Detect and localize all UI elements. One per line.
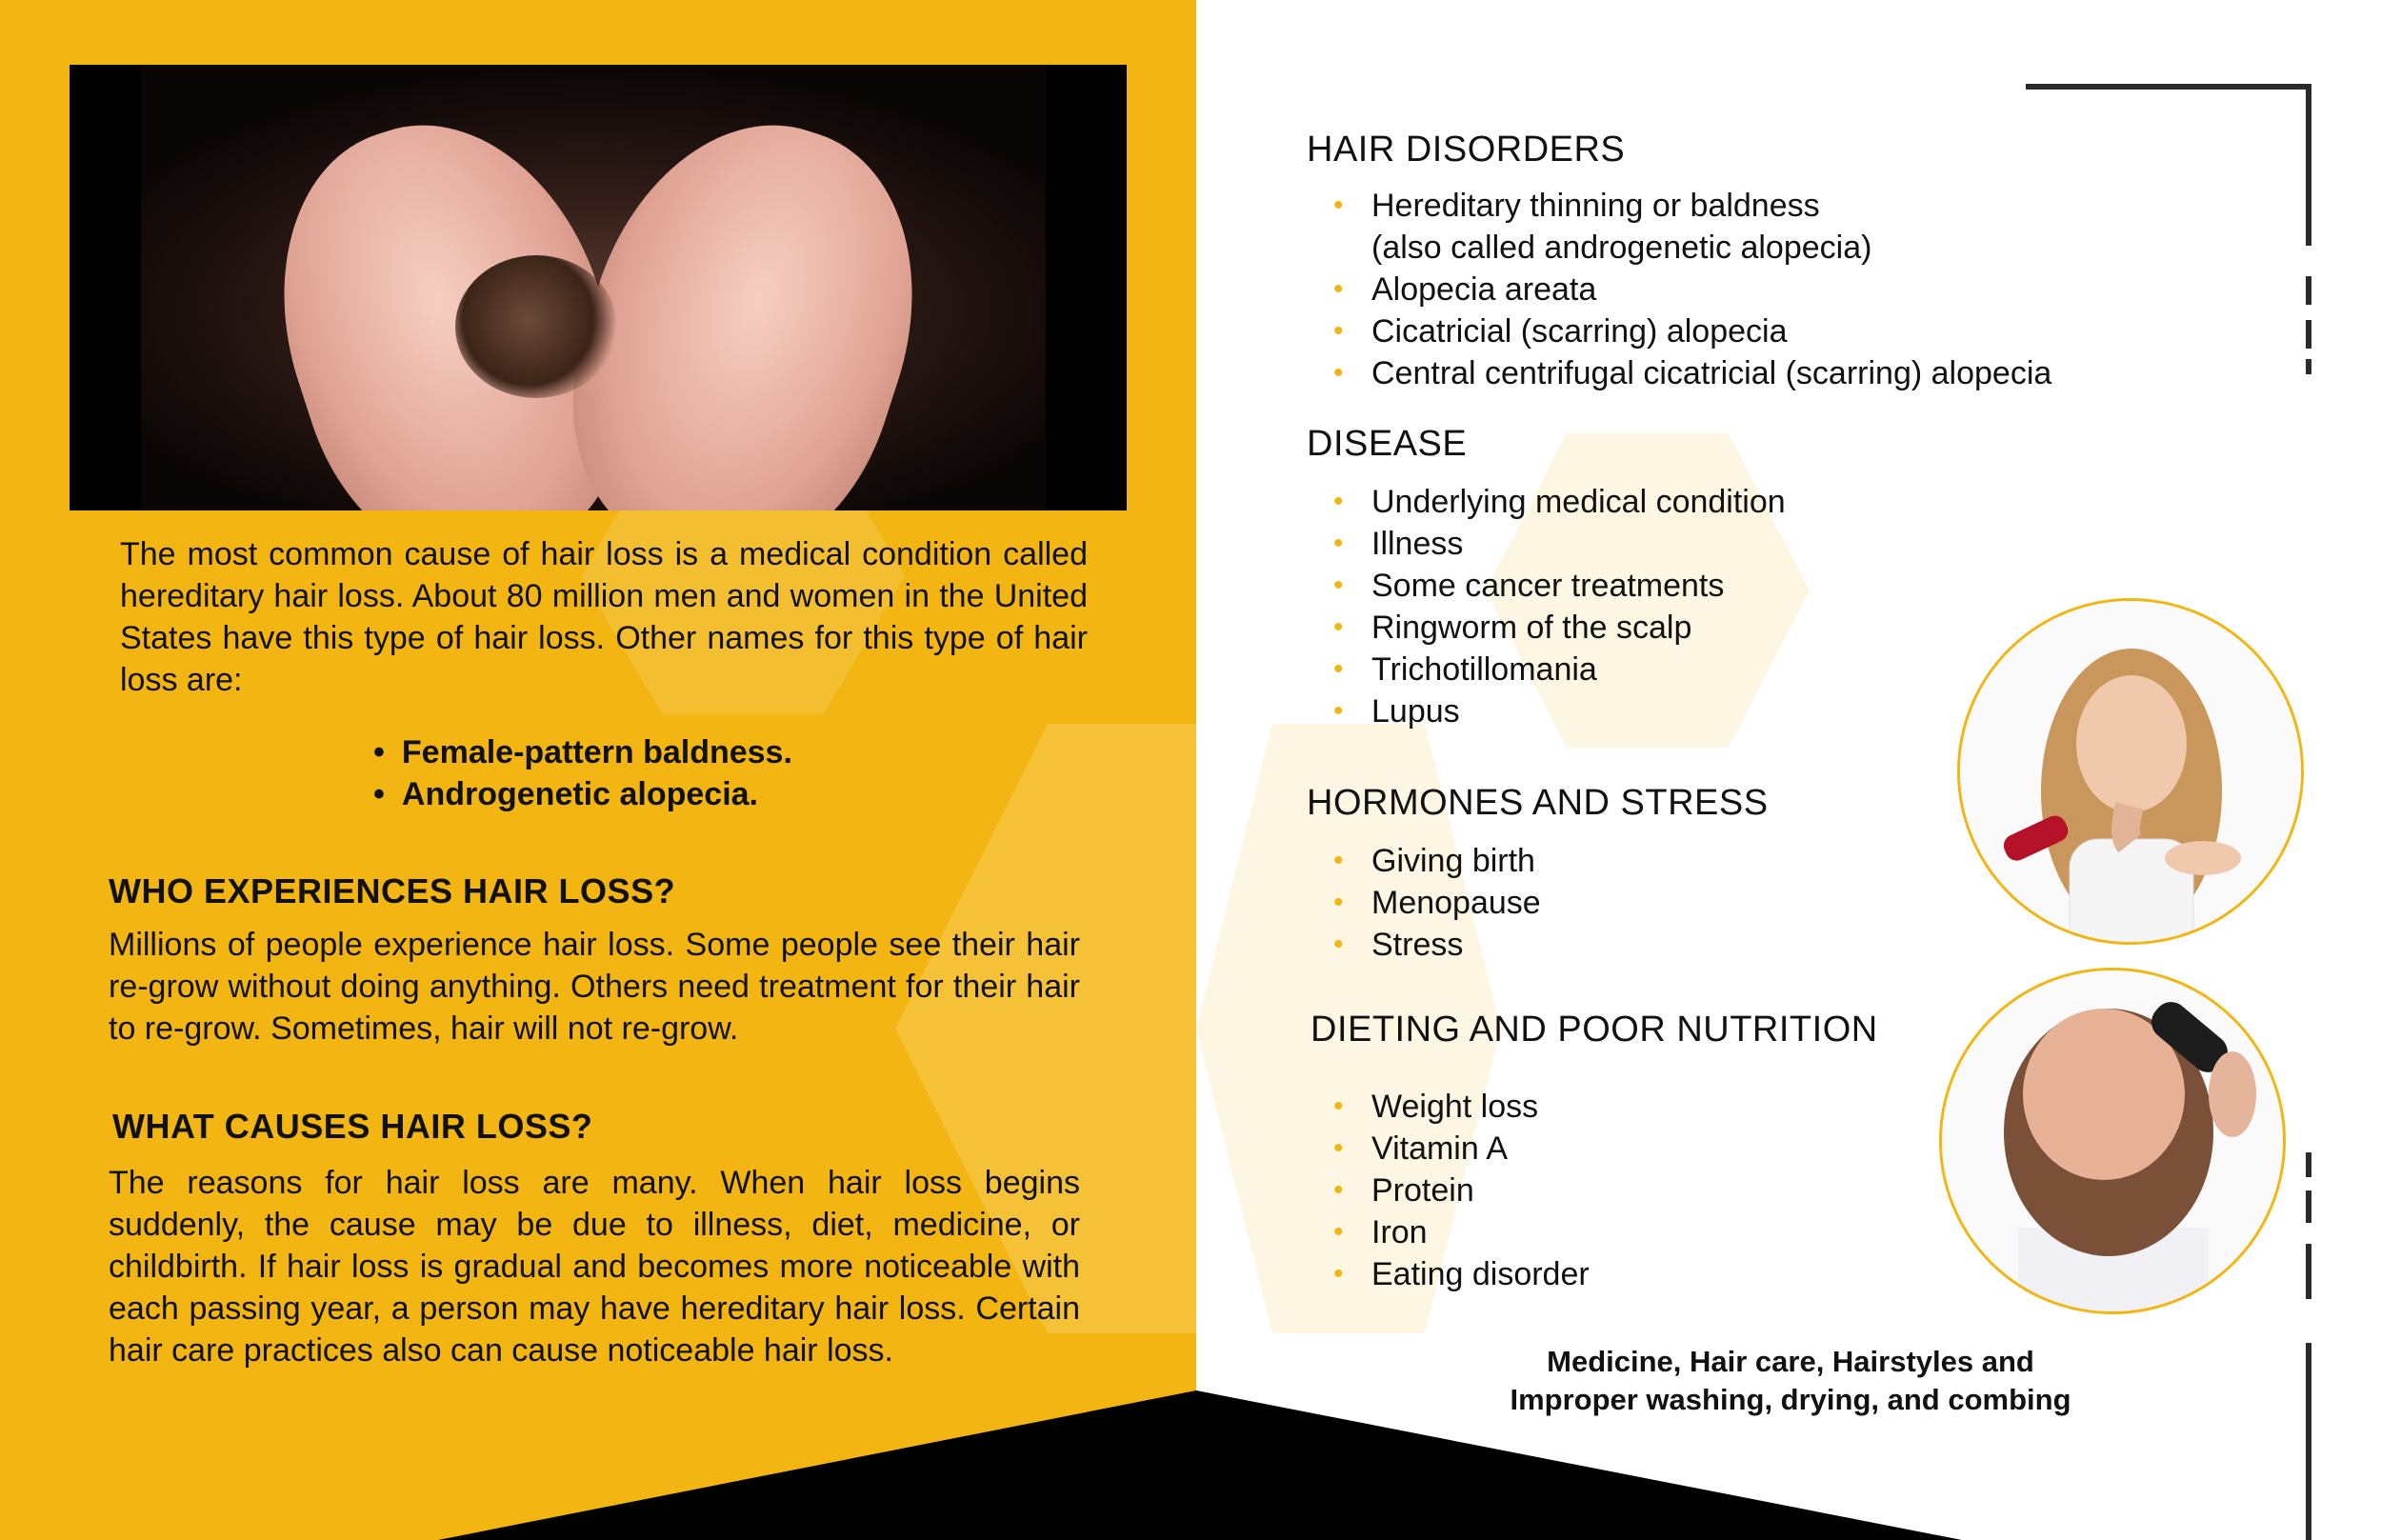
dash-mark bbox=[2306, 1152, 2311, 1177]
corner-bracket-side bbox=[2306, 84, 2311, 246]
dash-mark bbox=[2306, 359, 2311, 374]
caption-line: Medicine, Hair care, Hairstyles and bbox=[1547, 1345, 2034, 1378]
corner-bracket-top bbox=[2026, 84, 2311, 90]
hair-disorders-list bbox=[1333, 185, 2051, 394]
list-item: • Some cancer treatments bbox=[1333, 565, 1786, 607]
who-title: WHO EXPERIENCES HAIR LOSS? bbox=[109, 871, 676, 910]
list-item: • Alopecia areata bbox=[1333, 269, 2051, 310]
causes-paragraph: The reasons for hair loss are many. When hair loss begins suddenly, the cause may be due to illness, diet, medicine, or childbirth. If hair loss is gradual and becomes more noticeable with each passing year, a person may have hereditary hair loss. Certain hair care practices also can cause noticeable hair loss. bbox=[109, 1165, 1080, 1369]
disease-list bbox=[1333, 481, 1786, 732]
list-item: • Underlying medical condition bbox=[1333, 481, 1786, 523]
list-item: • Eating disorder bbox=[1333, 1253, 1590, 1295]
hormones-list bbox=[1333, 840, 1541, 966]
bald-man-photo bbox=[1939, 968, 2286, 1314]
list-item: • Menopause bbox=[1333, 882, 1541, 924]
list-item: • Stress bbox=[1333, 924, 1541, 966]
list-item: • Female-pattern baldness. bbox=[373, 731, 792, 773]
nutrition-title: DIETING AND POOR NUTRITION bbox=[1311, 1010, 1878, 1050]
disease-title: DISEASE bbox=[1307, 424, 1468, 464]
caption bbox=[1400, 1343, 2181, 1419]
dash-mark bbox=[2306, 1190, 2311, 1223]
list-item: • Cicatricial (scarring) alopecia bbox=[1333, 310, 2051, 352]
dash-mark bbox=[2306, 1244, 2311, 1299]
hair-disorders-title: HAIR DISORDERS bbox=[1307, 130, 1626, 170]
list-item: • Illness bbox=[1333, 523, 1786, 565]
list-item: • Lupus bbox=[1333, 690, 1786, 732]
hormones-title: HORMONES AND STRESS bbox=[1307, 783, 1769, 823]
woman-brush-photo bbox=[1957, 598, 2304, 945]
list-item: • Hereditary thinning or baldness bbox=[1333, 185, 2051, 227]
caption-line: Improper washing, drying, and combing bbox=[1510, 1383, 2071, 1416]
list-item: • Central centrifugal cicatricial (scarring) alopecia bbox=[1333, 352, 2051, 394]
list-item: • Protein bbox=[1333, 1170, 1590, 1211]
list-item: • Weight loss bbox=[1333, 1086, 1590, 1128]
intro-paragraph: The most common cause of hair loss is a medical condition called hereditary hair loss. About 80 million men and women in the United States have this type of hair loss. Other names for this type of hair loss are: bbox=[120, 536, 1088, 698]
list-item: • Iron bbox=[1333, 1211, 1590, 1253]
dash-mark bbox=[2306, 320, 2311, 349]
list-item: • Androgenetic alopecia. bbox=[373, 773, 792, 815]
who-paragraph: Millions of people experience hair loss. Some people see their hair re-grow without doing anything. Others need treatment for their hair to re-grow. Sometimes, hair will not re-grow. bbox=[109, 927, 1080, 1047]
list-item: • Ringworm of the scalp bbox=[1333, 607, 1786, 649]
list-item: • Trichotillomania bbox=[1333, 649, 1786, 690]
list-item: • Giving birth bbox=[1333, 840, 1541, 882]
list-item-continuation: (also called androgenetic alopecia) bbox=[1371, 230, 1872, 266]
dash-mark bbox=[2306, 1343, 2311, 1540]
dash-mark bbox=[2306, 276, 2311, 305]
nutrition-list bbox=[1333, 1086, 1590, 1295]
list-item: • Vitamin A bbox=[1333, 1128, 1590, 1170]
causes-title: WHAT CAUSES HAIR LOSS? bbox=[112, 1107, 593, 1146]
